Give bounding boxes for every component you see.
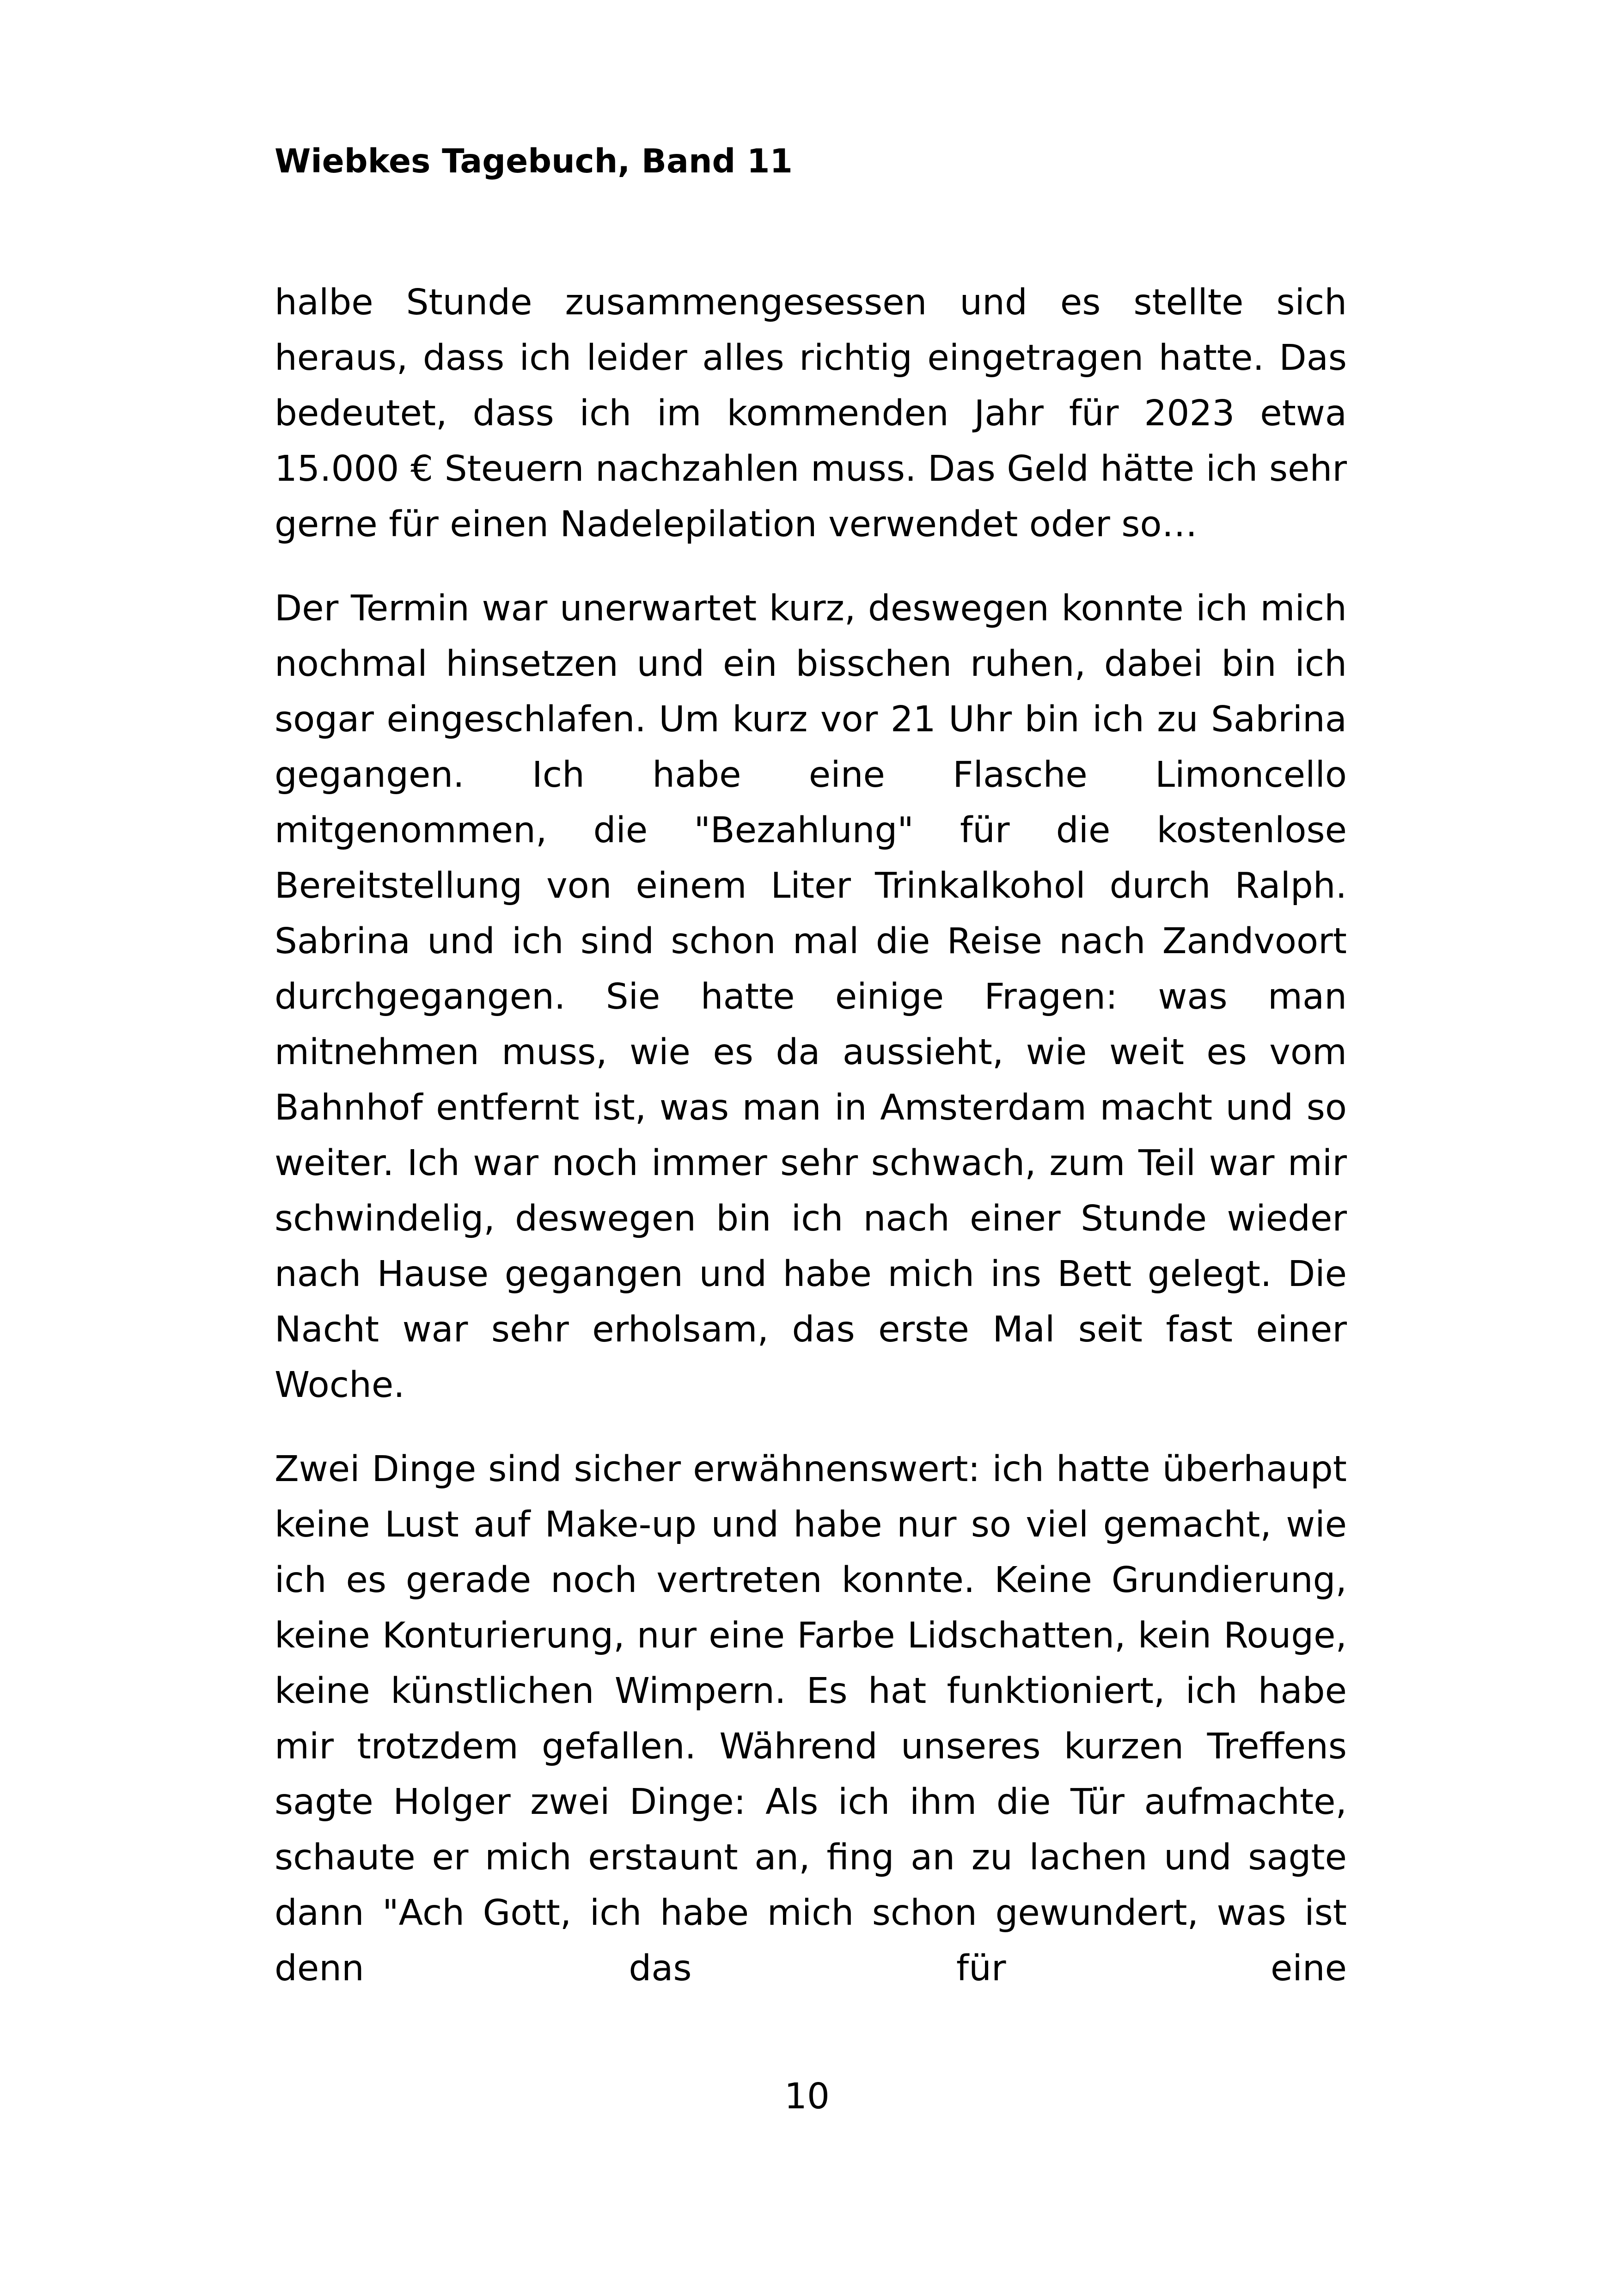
body-text xyxy=(275,275,1347,1996)
page-number: 10 xyxy=(784,2076,830,2117)
running-header: Wiebkes Tagebuch, Band 11 xyxy=(275,142,793,180)
paragraph: halbe Stunde zusammengesessen und es stellte sich heraus, dass ich leider alles richtig eingetragen hatte. Das bedeutet, dass ich im kommenden Jahr für 2023 etwa 15.000 € Steuern nachzahlen muss. Das Geld hätte ich sehr gerne für einen Nadelepilation verwendet oder so… xyxy=(275,282,1347,545)
paragraph: Der Termin war unerwartet kurz, deswegen konnte ich mich nochmal hinsetzen und ein bisschen ruhen, dabei bin ich sogar eingeschlafen. Um kurz vor 21 Uhr bin ich zu Sabrina gegangen. Ich habe eine Flasche Limoncello mitgenommen, die "Bezahlung" für die kostenlose Bereitstellung von einem Liter Trinkalkohol durch Ralph. Sabrina und ich sind schon mal die Reise nach Zandvoort durchgegangen. Sie hatte einige Fragen: was man mitnehmen muss, wie es da aussieht, wie weit es vom Bahnhof entfernt ist, was man in Amsterdam macht und so weiter. Ich war noch immer sehr schwach, zum Teil war mir schwindelig, deswegen bin ich nach einer Stunde wieder nach Hause gegangen und habe mich ins Bett gelegt. Die Nacht war sehr erholsam, das erste Mal seit fast einer Woche. xyxy=(275,588,1347,1406)
paragraph: Zwei Dinge sind sicher erwähnenswert: ich hatte überhaupt keine Lust auf Make-up und habe nur so viel gemacht, wie ich es gerade noch vertreten konnte. Keine Grundierung, keine Konturierung, nur eine Farbe Lidschatten, kein Rouge, keine künstlichen Wimpern. Es hat funktioniert, ich habe mir trotzdem gefallen. Während unseres kurzen Treffens sagte Holger zwei Dinge: Als ich ihm die Tür aufmachte, schaute er mich erstaunt an, fing an zu lachen und sagte dann "Ach Gott, ich habe mich schon gewundert, was ist denn das für eine xyxy=(275,1449,1347,1989)
